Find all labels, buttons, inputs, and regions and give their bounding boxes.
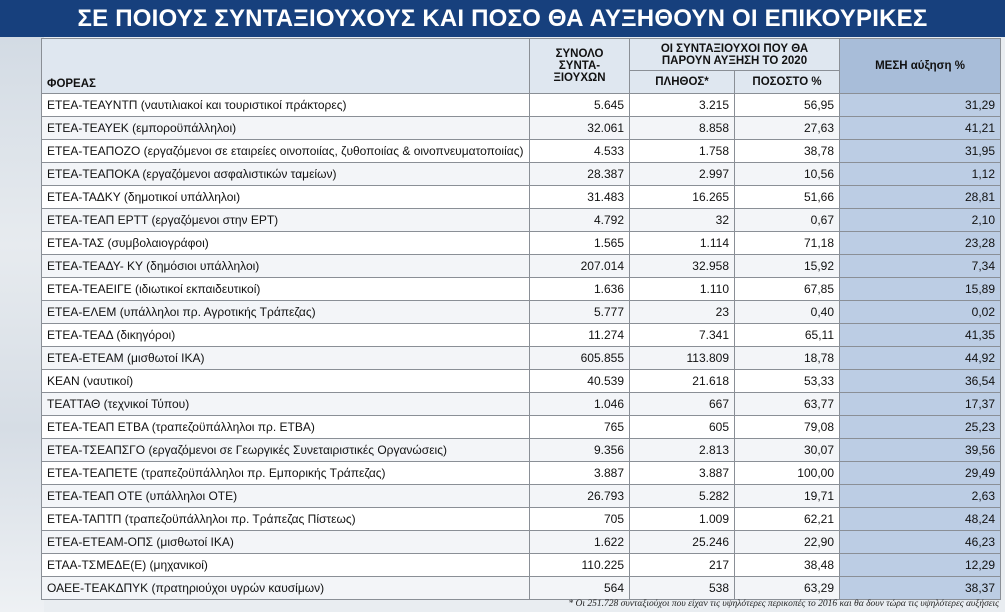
- table-row: [42, 439, 1001, 462]
- cell-mesi: 25,23: [840, 416, 1001, 439]
- cell-total: 4.792: [530, 209, 630, 232]
- header-group: ΟΙ ΣΥΝΤΑΞΙΟΥΧΟΙ ΠΟΥ ΘΑ ΠΑΡΟΥΝ ΑΥΞΗΣΗ ΤΟ 2020: [630, 39, 840, 71]
- cell-foreas: ΕΤΕΑ-ΤΕΑΠΟΖΟ (εργαζόμενοι σε εταιρείες οινοποιίας, ζυθοποιίας & οινοπνευματοποιίας): [42, 140, 530, 163]
- cell-foreas: ΕΤΕΑ-ΤΕΑΔΥ- ΚΥ (δημόσιοι υπάλληλοι): [42, 255, 530, 278]
- cell-pososto: 38,48: [735, 554, 840, 577]
- page-title: ΣΕ ΠΟΙΟΥΣ ΣΥΝΤΑΞΙΟΥΧΟΥΣ ΚΑΙ ΠΟΣΟ ΘΑ ΑΥΞΗΘΟΥΝ ΟΙ ΕΠΙΚΟΥΡΙΚΕΣ: [0, 0, 1005, 37]
- cell-plithos: 3.215: [630, 94, 735, 117]
- table-row: [42, 554, 1001, 577]
- cell-total: 26.793: [530, 485, 630, 508]
- cell-mesi: 7,34: [840, 255, 1001, 278]
- table-row: [42, 370, 1001, 393]
- table-row: [42, 485, 1001, 508]
- cell-pososto: 71,18: [735, 232, 840, 255]
- header-mesi: ΜΕΣΗ αύξηση %: [840, 39, 1001, 94]
- cell-mesi: 17,37: [840, 393, 1001, 416]
- cell-plithos: 16.265: [630, 186, 735, 209]
- cell-pososto: 10,56: [735, 163, 840, 186]
- cell-plithos: 113.809: [630, 347, 735, 370]
- cell-pososto: 63,77: [735, 393, 840, 416]
- cell-mesi: 31,95: [840, 140, 1001, 163]
- cell-total: 605.855: [530, 347, 630, 370]
- table-row: [42, 278, 1001, 301]
- cell-total: 32.061: [530, 117, 630, 140]
- cell-plithos: 1.110: [630, 278, 735, 301]
- footnote: * Οι 251.728 συνταξιούχοι που είχαν τις υψηλότερες περικοπές το 2016 και θα δουν τώρα τις υψηλότερες αυξήσεις: [568, 599, 999, 609]
- cell-foreas: ΕΤΕΑ-ΕΛΕΜ (υπάλληλοι πρ. Αγροτικής Τράπεζας): [42, 301, 530, 324]
- table-body: [42, 94, 1001, 600]
- cell-foreas: ΕΤΕΑ-ΤΕΑΠΕΤΕ (τραπεζοϋπάλληλοι πρ. Εμπορικής Τράπεζας): [42, 462, 530, 485]
- cell-mesi: 41,21: [840, 117, 1001, 140]
- cell-plithos: 538: [630, 577, 735, 600]
- cell-total: 207.014: [530, 255, 630, 278]
- cell-plithos: 1.114: [630, 232, 735, 255]
- cell-total: 40.539: [530, 370, 630, 393]
- cell-mesi: 1,12: [840, 163, 1001, 186]
- cell-plithos: 605: [630, 416, 735, 439]
- table-row: [42, 393, 1001, 416]
- cell-pososto: 15,92: [735, 255, 840, 278]
- cell-total: 1.046: [530, 393, 630, 416]
- cell-pososto: 0,67: [735, 209, 840, 232]
- cell-plithos: 7.341: [630, 324, 735, 347]
- cell-plithos: 1.009: [630, 508, 735, 531]
- cell-total: 1.565: [530, 232, 630, 255]
- cell-pososto: 56,95: [735, 94, 840, 117]
- cell-pososto: 79,08: [735, 416, 840, 439]
- header-plithos: ΠΛΗΘΟΣ*: [630, 71, 735, 94]
- cell-mesi: 2,63: [840, 485, 1001, 508]
- table-row: [42, 163, 1001, 186]
- table-row: [42, 577, 1001, 600]
- cell-mesi: 38,37: [840, 577, 1001, 600]
- cell-pososto: 100,00: [735, 462, 840, 485]
- cell-pososto: 38,78: [735, 140, 840, 163]
- cell-total: 28.387: [530, 163, 630, 186]
- cell-mesi: 39,56: [840, 439, 1001, 462]
- header-foreas: ΦΟΡΕΑΣ: [42, 39, 530, 94]
- cell-pososto: 65,11: [735, 324, 840, 347]
- cell-total: 1.622: [530, 531, 630, 554]
- table-row: [42, 117, 1001, 140]
- cell-foreas: ΕΤΕΑ-ΤΕΑΠ ΕΤΒΑ (τραπεζοϋπάλληλοι πρ. ΕΤΒΑ): [42, 416, 530, 439]
- cell-mesi: 41,35: [840, 324, 1001, 347]
- table-row: [42, 232, 1001, 255]
- cell-pososto: 51,66: [735, 186, 840, 209]
- cell-plithos: 217: [630, 554, 735, 577]
- cell-plithos: 8.858: [630, 117, 735, 140]
- cell-mesi: 29,49: [840, 462, 1001, 485]
- cell-mesi: 0,02: [840, 301, 1001, 324]
- table-row: [42, 140, 1001, 163]
- table-row: [42, 94, 1001, 117]
- cell-mesi: 15,89: [840, 278, 1001, 301]
- cell-plithos: 2.813: [630, 439, 735, 462]
- cell-pososto: 27,63: [735, 117, 840, 140]
- cell-total: 5.777: [530, 301, 630, 324]
- cell-foreas: ΕΤΕΑ-ΤΑΣ (συμβολαιογράφοι): [42, 232, 530, 255]
- table-row: [42, 462, 1001, 485]
- cell-foreas: ΕΤΕΑ-ΤΕΑΥΝΤΠ (ναυτιλιακοί και τουριστικοί πράκτορες): [42, 94, 530, 117]
- table-row: [42, 301, 1001, 324]
- cell-pososto: 53,33: [735, 370, 840, 393]
- table-row: [42, 186, 1001, 209]
- cell-plithos: 25.246: [630, 531, 735, 554]
- cell-pososto: 30,07: [735, 439, 840, 462]
- cell-plithos: 21.618: [630, 370, 735, 393]
- cell-total: 4.533: [530, 140, 630, 163]
- cell-foreas: ΕΤΕΑ-ΤΣΕΑΠΣΓΟ (εργαζόμενοι σε Γεωργικές Συνεταιριστικές Οργανώσεις): [42, 439, 530, 462]
- cell-total: 5.645: [530, 94, 630, 117]
- cell-pososto: 19,71: [735, 485, 840, 508]
- cell-plithos: 1.758: [630, 140, 735, 163]
- header-pososto: ΠΟΣΟΣΤΟ %: [735, 71, 840, 94]
- cell-mesi: 36,54: [840, 370, 1001, 393]
- cell-plithos: 3.887: [630, 462, 735, 485]
- cell-mesi: 28,81: [840, 186, 1001, 209]
- table-row: [42, 324, 1001, 347]
- cell-foreas: ΕΤΑΑ-ΤΣΜΕΔΕ(Ε) (μηχανικοί): [42, 554, 530, 577]
- table-row: [42, 531, 1001, 554]
- cell-mesi: 48,24: [840, 508, 1001, 531]
- cell-plithos: 667: [630, 393, 735, 416]
- cell-foreas: ΚΕΑΝ (ναυτικοί): [42, 370, 530, 393]
- cell-mesi: 31,29: [840, 94, 1001, 117]
- cell-mesi: 46,23: [840, 531, 1001, 554]
- background-photo-strip: [0, 0, 44, 612]
- cell-mesi: 12,29: [840, 554, 1001, 577]
- cell-foreas: ΤΕΑΤΤΑΘ (τεχνικοί Τύπου): [42, 393, 530, 416]
- cell-mesi: 23,28: [840, 232, 1001, 255]
- cell-plithos: 5.282: [630, 485, 735, 508]
- table-row: [42, 209, 1001, 232]
- pension-increase-table: [41, 38, 1000, 600]
- cell-foreas: ΕΤΕΑ-ΤΕΑΠ ΟΤΕ (υπάλληλοι ΟΤΕ): [42, 485, 530, 508]
- cell-pososto: 22,90: [735, 531, 840, 554]
- cell-total: 564: [530, 577, 630, 600]
- cell-plithos: 2.997: [630, 163, 735, 186]
- cell-foreas: ΕΤΕΑ-ΤΑΠΤΠ (τραπεζοϋπάλληλοι πρ. Τράπεζας Πίστεως): [42, 508, 530, 531]
- cell-foreas: ΕΤΕΑ-ΕΤΕΑΜ (μισθωτοί ΙΚΑ): [42, 347, 530, 370]
- cell-total: 31.483: [530, 186, 630, 209]
- cell-foreas: ΕΤΕΑ-ΤΕΑΕΙΓΕ (ιδιωτικοί εκπαιδευτικοί): [42, 278, 530, 301]
- cell-pososto: 0,40: [735, 301, 840, 324]
- cell-foreas: ΕΤΕΑ-ΤΕΑΠ ΕΡΤΤ (εργαζόμενοι στην ΕΡΤ): [42, 209, 530, 232]
- cell-foreas: ΕΤΕΑ-ΤΑΔΚΥ (δημοτικοί υπάλληλοι): [42, 186, 530, 209]
- cell-total: 110.225: [530, 554, 630, 577]
- cell-mesi: 44,92: [840, 347, 1001, 370]
- cell-pososto: 67,85: [735, 278, 840, 301]
- header-total: ΣΥΝΟΛΟ ΣΥΝΤΑ-ΞΙΟΥΧΩΝ: [530, 39, 630, 94]
- cell-total: 705: [530, 508, 630, 531]
- cell-foreas: ΕΤΕΑ-ΤΕΑΠΟΚΑ (εργαζόμενοι ασφαλιστικών ταμείων): [42, 163, 530, 186]
- cell-pososto: 63,29: [735, 577, 840, 600]
- table-row: [42, 416, 1001, 439]
- cell-foreas: ΕΤΕΑ-ΤΕΑΥΕΚ (εμποροϋπάλληλοι): [42, 117, 530, 140]
- cell-plithos: 32: [630, 209, 735, 232]
- cell-plithos: 32.958: [630, 255, 735, 278]
- table-row: [42, 347, 1001, 370]
- cell-plithos: 23: [630, 301, 735, 324]
- table-row: [42, 508, 1001, 531]
- cell-total: 1.636: [530, 278, 630, 301]
- cell-foreas: ΕΤΕΑ-ΤΕΑΔ (δικηγόροι): [42, 324, 530, 347]
- cell-mesi: 2,10: [840, 209, 1001, 232]
- cell-total: 9.356: [530, 439, 630, 462]
- cell-total: 765: [530, 416, 630, 439]
- cell-pososto: 18,78: [735, 347, 840, 370]
- cell-pososto: 62,21: [735, 508, 840, 531]
- cell-foreas: ΟΑΕΕ-ΤΕΑΚΔΠΥΚ (πρατηριούχοι υγρών καυσίμων): [42, 577, 530, 600]
- cell-total: 11.274: [530, 324, 630, 347]
- table-row: [42, 255, 1001, 278]
- cell-total: 3.887: [530, 462, 630, 485]
- cell-foreas: ΕΤΕΑ-ΕΤΕΑΜ-ΟΠΣ (μισθωτοί ΙΚΑ): [42, 531, 530, 554]
